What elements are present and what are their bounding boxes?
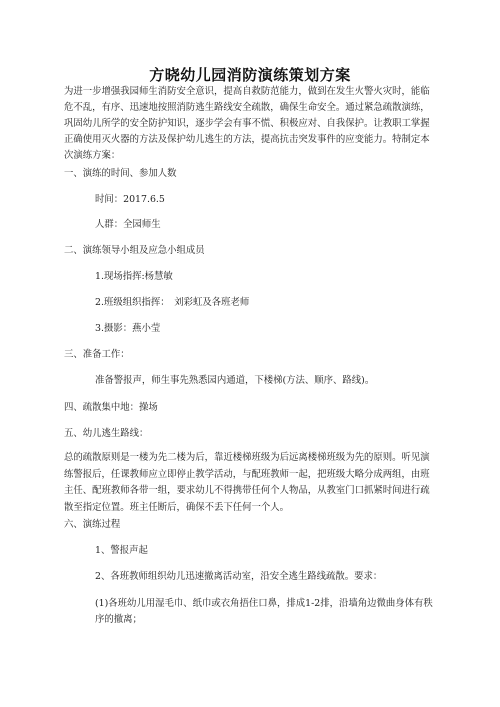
section-6-heading: 六、演练过程 [64, 519, 121, 530]
process-step-2-requirement-1: (1)各班幼儿用湿毛巾、纸巾或衣角捂住口鼻，排成1-2排，沿墙角边微曲身体有秩序的撤离； [95, 598, 433, 625]
intro-paragraph: 为进一步增强我园师生消防安全意识，提高自救防范能力，做到在发生火警火灾时，能临危不乱，有序、迅速地按照消防逃生路线安全疏散，确保生命安全。通过紧急疏散演练，巩固幼儿所学的安全防护知识，逐步学会有事不慌、积极应对、自我保护。让教职工掌握正确使用灭火器的方法及保护幼儿逃生的方法，提高抗击突发事件的应变能力。特制定本次演练方案： [64, 86, 430, 161]
section-4-heading: 四、疏散集中地：操场 [64, 402, 158, 413]
process-step-2: 2、各班教师组织幼儿迅速撤离活动室，沿安全逃生路线疏散。要求： [95, 571, 383, 582]
document-title: 方晓幼儿园消防演练策划方案 [149, 66, 351, 84]
role-field-commander: 1.现场指挥:杨慧敏 [95, 271, 173, 282]
preparation-text: 准备警报声，师生事先熟悉园内通道，下楼梯(方法、顺序、路线)。 [95, 375, 375, 386]
drill-time: 时间：2017.6.5 [95, 194, 165, 205]
section-2-heading: 二、演练领导小组及应急小组成员 [64, 245, 205, 256]
drill-participants: 人群：全园师生 [95, 219, 161, 230]
section-3-heading: 三、准备工作： [64, 349, 130, 360]
role-class-commander: 2.班级组织指挥： 刘彩虹及各班老师 [95, 297, 250, 308]
section-5-heading: 五、幼儿逃生路线： [64, 428, 149, 439]
process-step-1: 1、警报声起 [95, 545, 148, 556]
role-photographer: 3.摄影：燕小莹 [95, 323, 161, 334]
section-1-heading: 一、演练的时间、参加人数 [64, 168, 177, 179]
evacuation-route-paragraph: 总的疏散原则是一楼为先二楼为后，靠近楼梯班级为后远离楼梯班级为先的原则。听见演练警报后，任课教师应立即停止教学活动，与配班教师一起，把班级大略分成两组，由班主任、配班教师各带一组，要求幼儿不得携带任何个人物品，从教室门口抓紧时间进行疏散至指定位置。班主任断后，确保不丢下任何一个人。 [64, 452, 430, 513]
